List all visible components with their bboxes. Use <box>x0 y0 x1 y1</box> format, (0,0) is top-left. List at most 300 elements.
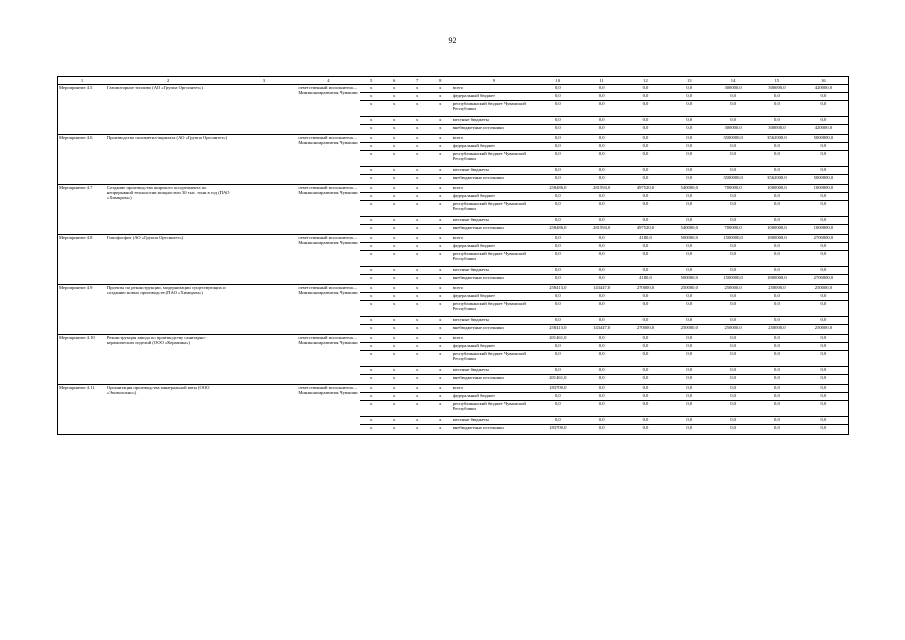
x-mark: х <box>360 275 383 285</box>
amount-cell: 0,0 <box>667 201 711 217</box>
amount-cell: 0,0 <box>711 151 755 167</box>
amount-cell: 4180,0 <box>624 235 668 243</box>
amount-cell: 0,0 <box>711 101 755 117</box>
x-mark: х <box>360 143 383 151</box>
amount-cell: 0,0 <box>536 175 580 185</box>
funding-source: местные бюджеты <box>452 417 536 425</box>
amount-cell: 0,0 <box>580 351 624 367</box>
x-mark: х <box>360 125 383 135</box>
x-mark: х <box>360 317 383 325</box>
amount-cell: 0,0 <box>580 425 624 435</box>
x-mark: х <box>406 143 429 151</box>
amount-cell: 0,0 <box>580 393 624 401</box>
x-mark: х <box>429 393 452 401</box>
amount-cell: 0,0 <box>755 143 799 151</box>
x-mark: х <box>383 301 406 317</box>
x-mark: х <box>429 151 452 167</box>
amount-cell: 183700,0 <box>536 385 580 393</box>
funding-source: федеральный бюджет <box>452 343 536 351</box>
x-mark: х <box>429 275 452 285</box>
amount-cell: 0,0 <box>799 243 849 251</box>
amount-cell: 0,0 <box>799 351 849 367</box>
x-mark: х <box>360 225 383 235</box>
amount-cell: 0,0 <box>536 367 580 375</box>
amount-cell: 0,0 <box>799 417 849 425</box>
amount-cell: 0,0 <box>667 193 711 201</box>
x-mark: х <box>383 417 406 425</box>
measure-name: Создание производства широкого ассортимента по непрерывной технологии мощностью 30 тыс. тонн в год (ПАО «Химпром») <box>106 185 231 235</box>
x-mark: х <box>429 225 452 235</box>
x-mark: х <box>383 151 406 167</box>
amount-cell: 0,0 <box>755 317 799 325</box>
executor: ответственный исполнитель – Минэкономразвития Чувашии <box>297 385 359 435</box>
x-mark: х <box>383 225 406 235</box>
amount-cell: 0,0 <box>580 117 624 125</box>
amount-cell: 0,0 <box>755 193 799 201</box>
amount-cell: 0,0 <box>667 93 711 101</box>
x-mark: х <box>406 385 429 393</box>
amount-cell: 270000,0 <box>624 325 668 335</box>
x-mark: х <box>429 201 452 217</box>
amount-cell: 0,0 <box>667 351 711 367</box>
x-mark: х <box>429 101 452 117</box>
amount-cell: 0,0 <box>624 393 668 401</box>
amount-cell: 0,0 <box>799 93 849 101</box>
measure-code: Мероприятие 4.6 <box>58 135 106 185</box>
amount-cell: 0,0 <box>580 85 624 93</box>
table-header-row <box>58 77 849 85</box>
amount-cell: 420000,0 <box>799 125 849 135</box>
funding-source: внебюджетные источники <box>452 275 536 285</box>
x-mark: х <box>429 285 452 293</box>
executor: ответственный исполнитель – Минэкономразвития Чувашии <box>297 285 359 335</box>
amount-cell: 0,0 <box>755 417 799 425</box>
amount-cell: 0,0 <box>711 335 755 343</box>
funding-source: республиканский бюджет Чувашской Республики <box>452 101 536 117</box>
empty-cell <box>230 185 297 235</box>
amount-cell: 0,0 <box>799 367 849 375</box>
table-row <box>58 135 849 143</box>
amount-cell: 0,0 <box>536 293 580 301</box>
x-mark: х <box>383 401 406 417</box>
x-mark: х <box>383 185 406 193</box>
column-number: 12 <box>624 77 668 85</box>
x-mark: х <box>383 85 406 93</box>
table-row <box>58 235 849 243</box>
x-mark: х <box>406 317 429 325</box>
funding-source: местные бюджеты <box>452 167 536 175</box>
funding-source: республиканский бюджет Чувашской Республики <box>452 251 536 267</box>
funding-source: внебюджетные источники <box>452 375 536 385</box>
x-mark: х <box>429 425 452 435</box>
amount-cell: 300000,0 <box>711 85 755 93</box>
amount-cell: 0,0 <box>799 151 849 167</box>
amount-cell: 0,0 <box>624 125 668 135</box>
x-mark: х <box>360 101 383 117</box>
x-mark: х <box>429 375 452 385</box>
funding-source: внебюджетные источники <box>452 425 536 435</box>
x-mark: х <box>406 351 429 367</box>
x-mark: х <box>383 267 406 275</box>
amount-cell: 0,0 <box>711 117 755 125</box>
funding-source: всего <box>452 335 536 343</box>
table-row <box>58 335 849 343</box>
amount-cell: 0,0 <box>799 385 849 393</box>
funding-source: внебюджетные источники <box>452 225 536 235</box>
amount-cell: 0,0 <box>624 93 668 101</box>
x-mark: х <box>406 275 429 285</box>
amount-cell: 0,0 <box>580 175 624 185</box>
funding-source: федеральный бюджет <box>452 193 536 201</box>
x-mark: х <box>360 401 383 417</box>
x-mark: х <box>383 201 406 217</box>
x-mark: х <box>406 217 429 225</box>
amount-cell: 300000,0 <box>711 125 755 135</box>
x-mark: х <box>360 367 383 375</box>
amount-cell: 0,0 <box>536 217 580 225</box>
x-mark: х <box>360 335 383 343</box>
amount-cell: 0,0 <box>536 267 580 275</box>
x-mark: х <box>429 335 452 343</box>
amount-cell: 201461,0 <box>536 335 580 343</box>
x-mark: х <box>360 175 383 185</box>
amount-cell: 0,0 <box>667 167 711 175</box>
amount-cell: 0,0 <box>580 93 624 101</box>
funding-source: внебюджетные источники <box>452 175 536 185</box>
x-mark: х <box>360 93 383 101</box>
amount-cell: 1500000,0 <box>711 235 755 243</box>
x-mark: х <box>406 225 429 235</box>
amount-cell: 0,0 <box>624 425 668 435</box>
amount-cell: 258486,0 <box>536 185 580 193</box>
amount-cell: 0,0 <box>667 293 711 301</box>
x-mark: х <box>383 385 406 393</box>
x-mark: х <box>360 293 383 301</box>
amount-cell: 0,0 <box>580 235 624 243</box>
table-row <box>58 285 849 293</box>
amount-cell: 0,0 <box>711 375 755 385</box>
executor: ответственный исполнитель – Минэкономразвития Чувашии <box>297 185 359 235</box>
amount-cell: 0,0 <box>667 401 711 417</box>
amount-cell: 258413,0 <box>536 325 580 335</box>
amount-cell: 2700000,0 <box>799 275 849 285</box>
executor: ответственный исполнитель – Минэкономразвития Чувашии <box>297 335 359 385</box>
x-mark: х <box>360 343 383 351</box>
amount-cell: 0,0 <box>711 425 755 435</box>
amount-cell: 270000,0 <box>624 285 668 293</box>
measure-code: Мероприятие 4.5 <box>58 85 106 135</box>
amount-cell: 0,0 <box>799 401 849 417</box>
x-mark: х <box>429 267 452 275</box>
amount-cell: 0,0 <box>536 193 580 201</box>
x-mark: х <box>360 217 383 225</box>
table-row <box>58 185 849 193</box>
x-mark: х <box>383 275 406 285</box>
amount-cell: 3562000,0 <box>755 135 799 143</box>
executor: ответственный исполнитель – Минэкономразвития Чувашии <box>297 135 359 185</box>
amount-cell: 250000,0 <box>755 285 799 293</box>
amount-cell: 250000,0 <box>711 325 755 335</box>
amount-cell: 0,0 <box>755 267 799 275</box>
x-mark: х <box>429 167 452 175</box>
funding-source: республиканский бюджет Чувашской Республики <box>452 151 536 167</box>
x-mark: х <box>429 351 452 367</box>
amount-cell: 0,0 <box>755 351 799 367</box>
amount-cell: 0,0 <box>624 167 668 175</box>
x-mark: х <box>360 325 383 335</box>
x-mark: х <box>360 375 383 385</box>
amount-cell: 0,0 <box>580 375 624 385</box>
amount-cell: 0,0 <box>536 151 580 167</box>
amount-cell: 0,0 <box>799 143 849 151</box>
funding-source: внебюджетные источники <box>452 125 536 135</box>
amount-cell: 0,0 <box>667 175 711 185</box>
column-number: 10 <box>536 77 580 85</box>
amount-cell: 0,0 <box>755 293 799 301</box>
amount-cell: 250000,0 <box>799 285 849 293</box>
x-mark: х <box>406 301 429 317</box>
amount-cell: 0,0 <box>624 401 668 417</box>
amount-cell: 0,0 <box>667 375 711 385</box>
amount-cell: 300000,0 <box>755 125 799 135</box>
amount-cell: 0,0 <box>799 217 849 225</box>
amount-cell: 143447,0 <box>580 285 624 293</box>
x-mark: х <box>360 251 383 267</box>
amount-cell: 250000,0 <box>799 325 849 335</box>
funding-source: всего <box>452 185 536 193</box>
amount-cell: 0,0 <box>580 275 624 285</box>
x-mark: х <box>429 217 452 225</box>
amount-cell: 0,0 <box>580 301 624 317</box>
amount-cell: 0,0 <box>580 251 624 267</box>
amount-cell: 0,0 <box>624 175 668 185</box>
amount-cell: 0,0 <box>711 367 755 375</box>
funding-source: республиканский бюджет Чувашской Республики <box>452 201 536 217</box>
column-number: 6 <box>383 77 406 85</box>
empty-cell <box>230 285 297 335</box>
amount-cell: 281594,0 <box>580 225 624 235</box>
amount-cell: 0,0 <box>667 267 711 275</box>
column-number: 7 <box>406 77 429 85</box>
x-mark: х <box>429 251 452 267</box>
x-mark: х <box>383 317 406 325</box>
amount-cell: 0,0 <box>755 343 799 351</box>
x-mark: х <box>406 185 429 193</box>
amount-cell: 0,0 <box>580 243 624 251</box>
amount-cell: 0,0 <box>755 117 799 125</box>
x-mark: х <box>429 401 452 417</box>
amount-cell: 0,0 <box>624 135 668 143</box>
amount-cell: 0,0 <box>536 201 580 217</box>
amount-cell: 0,0 <box>711 251 755 267</box>
funding-source: всего <box>452 135 536 143</box>
amount-cell: 0,0 <box>711 317 755 325</box>
amount-cell: 0,0 <box>580 417 624 425</box>
amount-cell: 0,0 <box>755 301 799 317</box>
amount-cell: 0,0 <box>667 151 711 167</box>
x-mark: х <box>406 135 429 143</box>
amount-cell: 0,0 <box>711 385 755 393</box>
amount-cell: 0,0 <box>711 201 755 217</box>
amount-cell: 540000,0 <box>667 185 711 193</box>
amount-cell: 0,0 <box>711 293 755 301</box>
amount-cell: 0,0 <box>711 217 755 225</box>
x-mark: х <box>429 175 452 185</box>
x-mark: х <box>429 385 452 393</box>
amount-cell: 2700000,0 <box>799 235 849 243</box>
x-mark: х <box>406 285 429 293</box>
x-mark: х <box>360 193 383 201</box>
x-mark: х <box>406 393 429 401</box>
amount-cell: 3500000,0 <box>711 175 755 185</box>
amount-cell: 0,0 <box>667 425 711 435</box>
x-mark: х <box>383 293 406 301</box>
amount-cell: 250000,0 <box>755 325 799 335</box>
x-mark: х <box>360 151 383 167</box>
x-mark: х <box>429 293 452 301</box>
amount-cell: 0,0 <box>667 385 711 393</box>
amount-cell: 0,0 <box>755 367 799 375</box>
amount-cell: 0,0 <box>667 343 711 351</box>
amount-cell: 0,0 <box>624 385 668 393</box>
x-mark: х <box>383 117 406 125</box>
amount-cell: 0,0 <box>711 351 755 367</box>
amount-cell: 300000,0 <box>755 85 799 93</box>
measure-name: Проекты по реконструкции, модернизации существующих и созданию новых производств (ПАО «Химпром») <box>106 285 231 335</box>
amount-cell: 0,0 <box>711 243 755 251</box>
amount-cell: 0,0 <box>580 335 624 343</box>
amount-cell: 540000,0 <box>667 225 711 235</box>
amount-cell: 201461,0 <box>536 375 580 385</box>
amount-cell: 0,0 <box>536 135 580 143</box>
x-mark: х <box>406 325 429 335</box>
measure-name: Реконструкция завода по производству санитарно-керамических изделий (ООО «Керамика») <box>106 335 231 385</box>
amount-cell: 0,0 <box>667 125 711 135</box>
budget-table <box>57 76 849 435</box>
amount-cell: 0,0 <box>580 193 624 201</box>
x-mark: х <box>360 235 383 243</box>
x-mark: х <box>383 93 406 101</box>
x-mark: х <box>429 343 452 351</box>
x-mark: х <box>383 393 406 401</box>
x-mark: х <box>406 235 429 243</box>
funding-source: внебюджетные источники <box>452 325 536 335</box>
empty-cell <box>230 335 297 385</box>
x-mark: х <box>383 285 406 293</box>
x-mark: х <box>429 135 452 143</box>
measure-code: Мероприятие 4.8 <box>58 235 106 285</box>
x-mark: х <box>429 117 452 125</box>
amount-cell: 0,0 <box>755 335 799 343</box>
amount-cell: 0,0 <box>755 93 799 101</box>
amount-cell: 0,0 <box>755 251 799 267</box>
amount-cell: 0,0 <box>799 101 849 117</box>
amount-cell: 0,0 <box>799 317 849 325</box>
amount-cell: 258413,0 <box>536 285 580 293</box>
amount-cell: 0,0 <box>580 343 624 351</box>
x-mark: х <box>383 375 406 385</box>
amount-cell: 1500000,0 <box>711 275 755 285</box>
x-mark: х <box>360 301 383 317</box>
x-mark: х <box>406 151 429 167</box>
x-mark: х <box>406 293 429 301</box>
empty-cell <box>230 135 297 185</box>
column-number: 1 <box>58 77 106 85</box>
x-mark: х <box>429 85 452 93</box>
measure-code: Мероприятие 4.11 <box>58 385 106 435</box>
amount-cell: 0,0 <box>580 125 624 135</box>
column-number: 13 <box>667 77 711 85</box>
x-mark: х <box>429 235 452 243</box>
amount-cell: 0,0 <box>799 393 849 401</box>
x-mark: х <box>360 351 383 367</box>
x-mark: х <box>429 325 452 335</box>
amount-cell: 0,0 <box>536 401 580 417</box>
x-mark: х <box>406 193 429 201</box>
amount-cell: 0,0 <box>536 85 580 93</box>
amount-cell: 0,0 <box>624 217 668 225</box>
x-mark: х <box>383 125 406 135</box>
amount-cell: 0,0 <box>799 375 849 385</box>
amount-cell: 0,0 <box>799 167 849 175</box>
amount-cell: 1800000,0 <box>755 275 799 285</box>
amount-cell: 0,0 <box>755 201 799 217</box>
amount-cell: 0,0 <box>624 243 668 251</box>
amount-cell: 700000,0 <box>711 185 755 193</box>
amount-cell: 0,0 <box>711 417 755 425</box>
amount-cell: 250000,0 <box>667 285 711 293</box>
amount-cell: 0,0 <box>624 301 668 317</box>
amount-cell: 0,0 <box>624 343 668 351</box>
amount-cell: 0,0 <box>580 293 624 301</box>
amount-cell: 0,0 <box>667 393 711 401</box>
executor: ответственный исполнитель – Минэкономразвития Чувашии <box>297 235 359 285</box>
amount-cell: 0,0 <box>755 101 799 117</box>
x-mark: х <box>406 251 429 267</box>
amount-cell: 0,0 <box>624 267 668 275</box>
x-mark: х <box>429 185 452 193</box>
amount-cell: 0,0 <box>580 167 624 175</box>
x-mark: х <box>429 417 452 425</box>
x-mark: х <box>406 243 429 251</box>
amount-cell: 0,0 <box>536 93 580 101</box>
x-mark: х <box>383 243 406 251</box>
amount-cell: 0,0 <box>580 217 624 225</box>
column-number: 11 <box>580 77 624 85</box>
amount-cell: 0,0 <box>667 85 711 93</box>
column-number: 5 <box>360 77 383 85</box>
funding-source: местные бюджеты <box>452 217 536 225</box>
amount-cell: 0,0 <box>711 393 755 401</box>
amount-cell: 0,0 <box>667 217 711 225</box>
amount-cell: 0,0 <box>536 317 580 325</box>
amount-cell: 5000000,0 <box>799 175 849 185</box>
x-mark: х <box>406 117 429 125</box>
x-mark: х <box>406 367 429 375</box>
amount-cell: 0,0 <box>799 301 849 317</box>
amount-cell: 0,0 <box>667 417 711 425</box>
amount-cell: 0,0 <box>536 343 580 351</box>
amount-cell: 0,0 <box>624 151 668 167</box>
x-mark: х <box>406 167 429 175</box>
table-row <box>58 85 849 93</box>
amount-cell: 0,0 <box>667 101 711 117</box>
funding-source: всего <box>452 385 536 393</box>
amount-cell: 0,0 <box>755 217 799 225</box>
amount-cell: 0,0 <box>580 267 624 275</box>
amount-cell: 700000,0 <box>711 225 755 235</box>
x-mark: х <box>429 93 452 101</box>
